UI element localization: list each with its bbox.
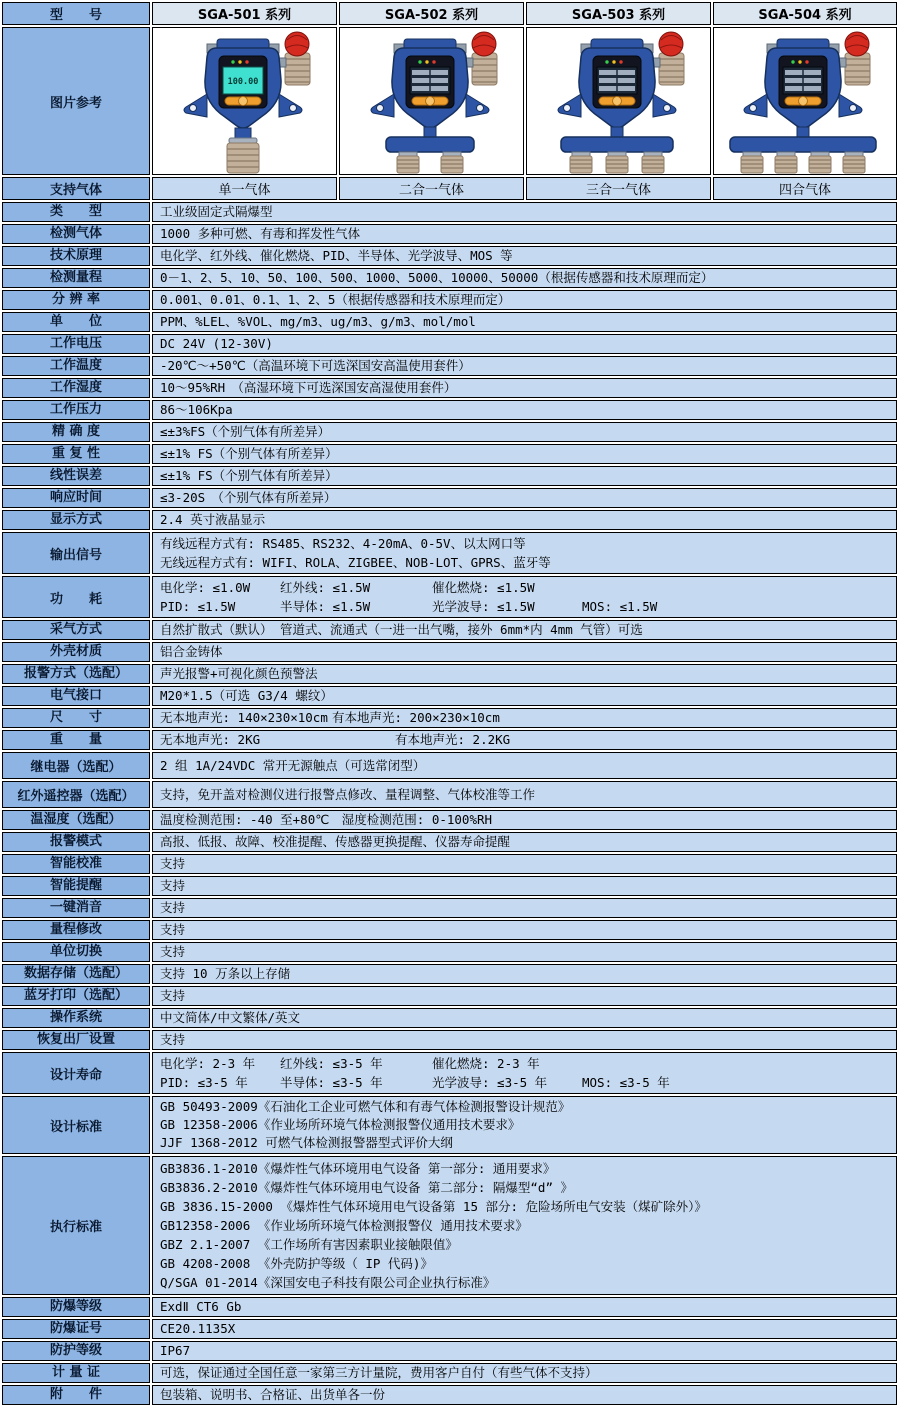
spec-label: 响应时间: [2, 488, 150, 508]
dimension-item: 无本地声光: 140×230×10cm: [160, 710, 328, 725]
model-sga-504: SGA-504 系列: [713, 2, 897, 25]
spec-value-line: [160, 578, 889, 597]
spec-value-line: 有线远程方式有: RS485、RS232、4-20mA、0-5V、以太网口等: [160, 536, 526, 551]
spec-row: [2, 642, 897, 662]
svg-text:100.00: 100.00: [227, 77, 258, 87]
dimension-item: 有本地声光: 200×230×10cm: [332, 710, 500, 725]
gas-row: [2, 177, 897, 200]
spec-value: [152, 708, 897, 728]
spec-value: [152, 730, 897, 750]
spec-value: 2.4 英寸液晶显示: [152, 510, 897, 530]
spec-label: 操作系统: [2, 1008, 150, 1028]
device-illustration-sga-504: [715, 28, 895, 174]
life-item: 半导体: ≤3-5 年: [280, 1075, 383, 1090]
spec-row: [2, 444, 897, 464]
spec-row: [2, 1052, 897, 1094]
spec-value: 86～106Kpa: [152, 400, 897, 420]
spec-value-line: [160, 1073, 889, 1092]
spec-row: [2, 832, 897, 852]
spec-row: [2, 334, 897, 354]
weight-item: 无本地声光: 2KG: [160, 732, 261, 747]
spec-row: [2, 1319, 897, 1339]
spec-row: [2, 532, 897, 574]
standard-line: GB3836.2-2010《爆炸性气体环境用电气设备 第二部分: 隔爆型“d” 》: [160, 1180, 574, 1195]
spec-row: [2, 1363, 897, 1383]
weight-item: 有本地声光: 2.2KG: [395, 732, 511, 747]
gas-value: 三合一气体: [526, 177, 711, 200]
spec-label: 工作温度: [2, 356, 150, 376]
spec-label: 类 型: [2, 202, 150, 222]
spec-value: M20*1.5（可选 G3/4 螺纹）: [152, 686, 897, 706]
standard-line: JJF 1368-2012 可燃气体检测报警器型式评价大纲: [160, 1135, 453, 1150]
spec-row: [2, 1030, 897, 1050]
spec-label: 电气接口: [2, 686, 150, 706]
spec-label: 功 耗: [2, 576, 150, 618]
spec-row: [2, 964, 897, 984]
spec-value: IP67: [152, 1341, 897, 1361]
power-item: 电化学: ≤1.0W: [160, 580, 251, 595]
spec-value: [152, 1156, 897, 1295]
spec-label: 恢复出厂设置: [2, 1030, 150, 1050]
spec-label: 线性误差: [2, 466, 150, 486]
spec-label: 检测气体: [2, 224, 150, 244]
spec-label: 计 量 证: [2, 1363, 150, 1383]
spec-value-line: 无线远程方式有: WIFI、ROLA、ZIGBEE、NOB-LOT、GPRS、蓝牙等: [160, 555, 551, 570]
spec-row: [2, 1297, 897, 1317]
spec-label: 重 量: [2, 730, 150, 750]
spec-row: [2, 312, 897, 332]
spec-label: 输出信号: [2, 532, 150, 574]
model-label: 型 号: [2, 2, 150, 25]
spec-label: 防护等级: [2, 1341, 150, 1361]
spec-row: [2, 290, 897, 310]
life-item: 光学波导: ≤3-5 年: [432, 1075, 548, 1090]
spec-label: 智能校准: [2, 854, 150, 874]
power-item: MOS: ≤1.5W: [582, 599, 658, 614]
spec-row: [2, 224, 897, 244]
spec-value-line: [160, 1054, 889, 1073]
spec-value: 自然扩散式（默认） 管道式、流通式（一进一出气嘴，接外 6mm*内 4mm 气管）可选: [152, 620, 897, 640]
spec-row: [2, 986, 897, 1006]
spec-value: ExdⅡ CT6 Gb: [152, 1297, 897, 1317]
spec-label: 外壳材质: [2, 642, 150, 662]
spec-label: 尺 寸: [2, 708, 150, 728]
spec-label: 工作压力: [2, 400, 150, 420]
spec-row: [2, 246, 897, 266]
spec-value: 中文简体/中文繁体/英文: [152, 1008, 897, 1028]
spec-value-line: [160, 597, 889, 616]
power-item: 半导体: ≤1.5W: [280, 599, 371, 614]
spec-row: [2, 202, 897, 222]
gas-value: 二合一气体: [339, 177, 524, 200]
spec-row: [2, 488, 897, 508]
spec-label: 工作电压: [2, 334, 150, 354]
spec-row: [2, 1341, 897, 1361]
spec-label: 单 位: [2, 312, 150, 332]
model-sga-502: SGA-502 系列: [339, 2, 524, 25]
spec-label: 设计寿命: [2, 1052, 150, 1094]
spec-value: 支持: [152, 920, 897, 940]
spec-label: 重 复 性: [2, 444, 150, 464]
spec-value: 工业级固定式隔爆型: [152, 202, 897, 222]
spec-label: 防爆证号: [2, 1319, 150, 1339]
standard-line: GBZ 2.1-2007 《工作场所有害因素职业接触限值》: [160, 1237, 458, 1252]
spec-row: [2, 268, 897, 288]
spec-row: [2, 576, 897, 618]
spec-value: 0.001、0.01、0.1、1、2、5（根据传感器和技术原理而定）: [152, 290, 897, 310]
spec-row: [2, 708, 897, 728]
life-item: PID: ≤3-5 年: [160, 1075, 248, 1090]
spec-label: 分 辨 率: [2, 290, 150, 310]
device-illustration-sga-503: [529, 28, 709, 174]
spec-value: 可选，保证通过全国任意一家第三方计量院，费用客户自付（有些气体不支持）: [152, 1363, 897, 1383]
spec-value: [152, 1096, 897, 1154]
spec-value: 支持: [152, 986, 897, 1006]
spec-label: 设计标准: [2, 1096, 150, 1154]
spec-row: [2, 1385, 897, 1405]
spec-value: 电化学、红外线、催化燃烧、PID、半导体、光学波导、MOS 等: [152, 246, 897, 266]
spec-label: 蓝牙打印（选配）: [2, 986, 150, 1006]
spec-label: 智能提醒: [2, 876, 150, 896]
spec-row: [2, 378, 897, 398]
spec-value: 铝合金铸体: [152, 642, 897, 662]
standard-line: GB3836.1-2010《爆炸性气体环境用电气设备 第一部分: 通用要求》: [160, 1161, 556, 1176]
spec-row: [2, 1008, 897, 1028]
spec-label: 技术原理: [2, 246, 150, 266]
spec-value: [152, 1052, 897, 1094]
spec-label: 报警方式（选配）: [2, 664, 150, 684]
spec-value: 高报、低报、故障、校准提醒、传感器更换提醒、仪器寿命提醒: [152, 832, 897, 852]
spec-row: [2, 686, 897, 706]
power-item: PID: ≤1.5W: [160, 599, 236, 614]
spec-label: 附 件: [2, 1385, 150, 1405]
spec-label: 显示方式: [2, 510, 150, 530]
spec-value: [152, 576, 897, 618]
spec-row: [2, 400, 897, 420]
spec-row: [2, 781, 897, 808]
spec-value: 1000 多种可燃、有毒和挥发性气体: [152, 224, 897, 244]
spec-value: ≤±1% FS（个别气体有所差异）: [152, 466, 897, 486]
product-image-cell: [713, 27, 897, 175]
spec-row: [2, 664, 897, 684]
gas-row-label: 支持气体: [2, 177, 150, 200]
spec-value: 0－1、2、5、10、50、100、500、1000、5000、10000、50000（根据传感器和技术原理而定）: [152, 268, 897, 288]
standard-line: Q/SGA 01-2014《深国安电子科技有限公司企业执行标准》: [160, 1275, 496, 1290]
spec-value: 声光报警+可视化颜色预警法: [152, 664, 897, 684]
spec-label: 单位切换: [2, 942, 150, 962]
device-illustration-sga-502: [342, 28, 522, 174]
spec-row: [2, 356, 897, 376]
spec-label: 工作湿度: [2, 378, 150, 398]
spec-value: CE20.1135X: [152, 1319, 897, 1339]
spec-value: ≤3-20S （个别气体有所差异）: [152, 488, 897, 508]
spec-value: 支持: [152, 1030, 897, 1050]
spec-value: 10～95%RH （高湿环境下可选深国安高湿使用套件）: [152, 378, 897, 398]
spec-row: [2, 730, 897, 750]
spec-value: 支持: [152, 876, 897, 896]
spec-label: 精 确 度: [2, 422, 150, 442]
spec-label: 红外遥控器（选配）: [2, 781, 150, 808]
spec-value: 包装箱、说明书、合格证、出货单各一份: [152, 1385, 897, 1405]
standard-line: GB 12358-2006《作业场所环境气体检测报警仪通用技术要求》: [160, 1117, 521, 1132]
spec-label: 报警模式: [2, 832, 150, 852]
spec-row: [2, 854, 897, 874]
spec-value: ≤±1% FS（个别气体有所差异）: [152, 444, 897, 464]
spec-label: 继电器（选配）: [2, 752, 150, 779]
gas-value: 单一气体: [152, 177, 337, 200]
spec-label: 采气方式: [2, 620, 150, 640]
spec-value: 支持: [152, 898, 897, 918]
power-item: 催化燃烧: ≤1.5W: [432, 580, 535, 595]
spec-value: 支持，免开盖对检测仪进行报警点修改、量程调整、气体校准等工作: [152, 781, 897, 808]
spec-label: 防爆等级: [2, 1297, 150, 1317]
life-item: 催化燃烧: 2-3 年: [432, 1056, 540, 1071]
model-sga-503: SGA-503 系列: [526, 2, 711, 25]
spec-row: [2, 466, 897, 486]
gas-value: 四合气体: [713, 177, 897, 200]
image-row: [2, 27, 897, 175]
image-row-label: 图片参考: [2, 27, 150, 175]
product-image-cell: [152, 27, 337, 175]
spec-row: [2, 942, 897, 962]
spec-label: 执行标准: [2, 1156, 150, 1295]
spec-value: -20℃～+50℃（高温环境下可选深国安高温使用套件）: [152, 356, 897, 376]
spec-value: 支持 10 万条以上存储: [152, 964, 897, 984]
power-item: 光学波导: ≤1.5W: [432, 599, 535, 614]
spec-label: 检测量程: [2, 268, 150, 288]
spec-row: [2, 422, 897, 442]
standard-line: GB 50493-2009《石油化工企业可燃气体和有毒气体检测报警设计规范》: [160, 1099, 571, 1114]
product-image-cell: [339, 27, 524, 175]
standard-line: GB 3836.15-2000 《爆炸性气体环境用电气设备第 15 部分: 危险场所电气安装（煤矿除外）》: [160, 1199, 707, 1214]
spec-label: 温湿度（选配）: [2, 810, 150, 830]
spec-row: [2, 920, 897, 940]
standard-line: GB 4208-2008 《外壳防护等级（ IP 代码)》: [160, 1256, 433, 1271]
spec-label: 一键消音: [2, 898, 150, 918]
header-row: [2, 2, 897, 25]
standard-line: GB12358-2006 《作业场所环境气体检测报警仪 通用技术要求》: [160, 1218, 528, 1233]
spec-row: [2, 752, 897, 779]
spec-row: [2, 876, 897, 896]
device-illustration-sga-501: [155, 28, 335, 174]
spec-row: [2, 898, 897, 918]
spec-row: [2, 510, 897, 530]
life-item: 电化学: 2-3 年: [160, 1056, 256, 1071]
power-item: 红外线: ≤1.5W: [280, 580, 371, 595]
spec-row: [2, 1096, 897, 1154]
product-image-cell: [526, 27, 711, 175]
model-sga-501: SGA-501 系列: [152, 2, 337, 25]
spec-value: PPM、%LEL、%VOL、mg/m3、ug/m3、g/m3、mol/mol: [152, 312, 897, 332]
spec-label: 数据存储（选配）: [2, 964, 150, 984]
life-item: 红外线: ≤3-5 年: [280, 1056, 383, 1071]
spec-row: [2, 810, 897, 830]
spec-value: DC 24V (12-30V): [152, 334, 897, 354]
spec-value: 温度检测范围: -40 至+80℃ 湿度检测范围: 0-100%RH: [152, 810, 897, 830]
life-item: MOS: ≤3-5 年: [582, 1075, 670, 1090]
spec-row: [2, 1156, 897, 1295]
spec-value: 2 组 1A/24VDC 常开无源触点（可选常闭型）: [152, 752, 897, 779]
spec-value: 支持: [152, 942, 897, 962]
spec-label: 量程修改: [2, 920, 150, 940]
spec-value: 支持: [152, 854, 897, 874]
spec-row: [2, 620, 897, 640]
spec-value: ≤±3%FS（个别气体有所差异）: [152, 422, 897, 442]
spec-value: [152, 532, 897, 574]
